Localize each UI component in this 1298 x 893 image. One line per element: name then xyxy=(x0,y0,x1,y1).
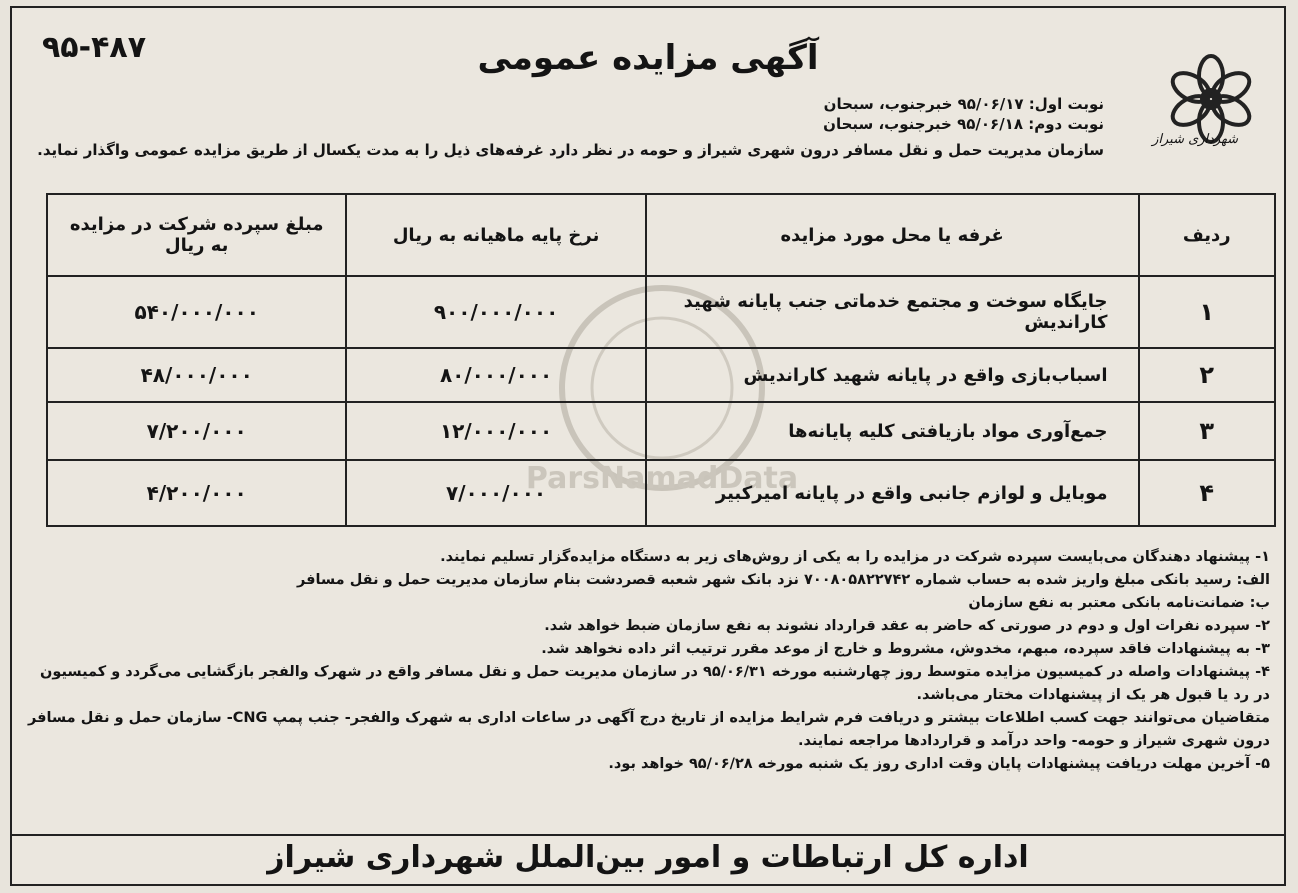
col-rate: نرخ پایه ماهیانه به ریال xyxy=(346,194,645,276)
row-deposit: ۴۸/۰۰۰/۰۰۰ xyxy=(47,348,346,402)
logo-caption: شهرداری شیراز xyxy=(1152,132,1238,147)
row-rate: ۸۰/۰۰۰/۰۰۰ xyxy=(346,348,645,402)
footer-divider xyxy=(12,834,1284,836)
note-item: ب: ضمانت‌نامه بانکی معتبر به نفع سازمان xyxy=(968,595,1270,611)
note-item: ۱- پیشنهاد دهندگان می‌بایست سپرده شرکت در مزایده را به یکی از روش‌های زیر به دستگاه مزایده‌گزار تسلیم نمایند. xyxy=(440,549,1270,565)
note-item: ۳- به پیشنهادات فاقد سپرده، مبهم، مخدوش، مشروط و خارج از موعد مقرر ترتیب اثر داده نخواهد شد. xyxy=(541,641,1270,657)
row-index: ۱ xyxy=(1139,276,1275,348)
table-header-row xyxy=(47,194,1275,276)
row-index: ۳ xyxy=(1139,402,1275,460)
row-item: جمع‌آوری مواد بازیافتی کلیه پایانه‌ها xyxy=(646,402,1139,460)
note-item: ۲- سپرده نفرات اول و دوم در صورتی که حاضر به عقد قرارداد نشوند به نفع سازمان ضبط خواهد شد. xyxy=(544,618,1270,634)
note-item: ۵- آخرین مهلت دریافت پیشنهادات پایان وقت اداری روز یک شنبه مورخه ۹۵/۰۶/۲۸ خواهد بود. xyxy=(608,756,1270,772)
notice-page xyxy=(10,6,1286,886)
table-row xyxy=(47,460,1275,526)
table-row xyxy=(47,276,1275,348)
publication-turns xyxy=(823,94,1104,134)
page-title: آگهی مزایده عمومی xyxy=(477,38,819,78)
row-index: ۴ xyxy=(1139,460,1275,526)
notice-code: ۹۵-۴۸۷ xyxy=(42,30,147,65)
row-rate: ۹۰۰/۰۰۰/۰۰۰ xyxy=(346,276,645,348)
row-item: جایگاه سوخت و مجتمع خدماتی جنب پایانه شهید کاراندیش xyxy=(646,276,1139,348)
table-row xyxy=(47,402,1275,460)
row-index: ۲ xyxy=(1139,348,1275,402)
row-rate: ۷/۰۰۰/۰۰۰ xyxy=(346,460,645,526)
footer-signature: اداره کل ارتباطات و امور بین‌الملل شهرداری شیراز xyxy=(267,840,1029,875)
turn-second: نوبت دوم: ۹۵/۰۶/۱۸ خبرجنوب، سبحان xyxy=(823,115,1104,133)
col-deposit: مبلغ سپرده شرکت در مزایده به ریال xyxy=(47,194,346,276)
row-deposit: ۵۴۰/۰۰۰/۰۰۰ xyxy=(47,276,346,348)
auction-table xyxy=(46,193,1276,527)
row-item: اسباب‌بازی واقع در پایانه شهید کاراندیش xyxy=(646,348,1139,402)
row-deposit: ۷/۲۰۰/۰۰۰ xyxy=(47,402,346,460)
flower-emblem-icon xyxy=(1166,54,1256,144)
col-item: غرفه یا محل مورد مزایده xyxy=(646,194,1139,276)
notes-section xyxy=(24,546,1270,776)
note-item: ۴- پیشنهادات واصله در کمیسیون مزایده متوسط روز چهارشنبه مورخه ۹۵/۰۶/۳۱ در سازمان مدیریت حمل و نقل مسافر واقع در شهرک والفجر بازگشایی می‌گردد و کمیسیون در رد یا قبول هر یک از پیشنهادات مختار می‌باشد. xyxy=(39,664,1270,703)
row-item: موبایل و لوازم جانبی واقع در پایانه امیرکبیر xyxy=(646,460,1139,526)
intro-text: سازمان مدیریت حمل و نقل مسافر درون شهری شیراز و حومه در نظر دارد غرفه‌های ذیل را به مدت یکسال از طریق مزایده عمومی واگذار نماید. xyxy=(37,141,1104,159)
note-item: متقاضیان می‌توانند جهت کسب اطلاعات بیشتر و دریافت فرم شرایط مزایده از تاریخ درج آگهی در ساعات اداری به شهرک والفجر- جنب پمپ CNG- سازمان حمل و نقل مسافر درون شهری شیراز و حومه- واحد درآمد و قراردادها مراجعه نمایند. xyxy=(27,710,1270,749)
watermark-text: ParsNamadData xyxy=(525,461,799,496)
turn-first: نوبت اول: ۹۵/۰۶/۱۷ خبرجنوب، سبحان xyxy=(823,95,1104,113)
note-item: الف: رسید بانکی مبلغ واریز شده به حساب شماره ۷۰۰۸۰۵۸۲۲۷۴۲ نزد بانک شهر شعبه قصردشت بنام سازمان مدیریت حمل و نقل مسافر xyxy=(296,572,1270,588)
table-row xyxy=(47,348,1275,402)
row-rate: ۱۲/۰۰۰/۰۰۰ xyxy=(346,402,645,460)
col-index: ردیف xyxy=(1139,194,1275,276)
row-deposit: ۴/۲۰۰/۰۰۰ xyxy=(47,460,346,526)
